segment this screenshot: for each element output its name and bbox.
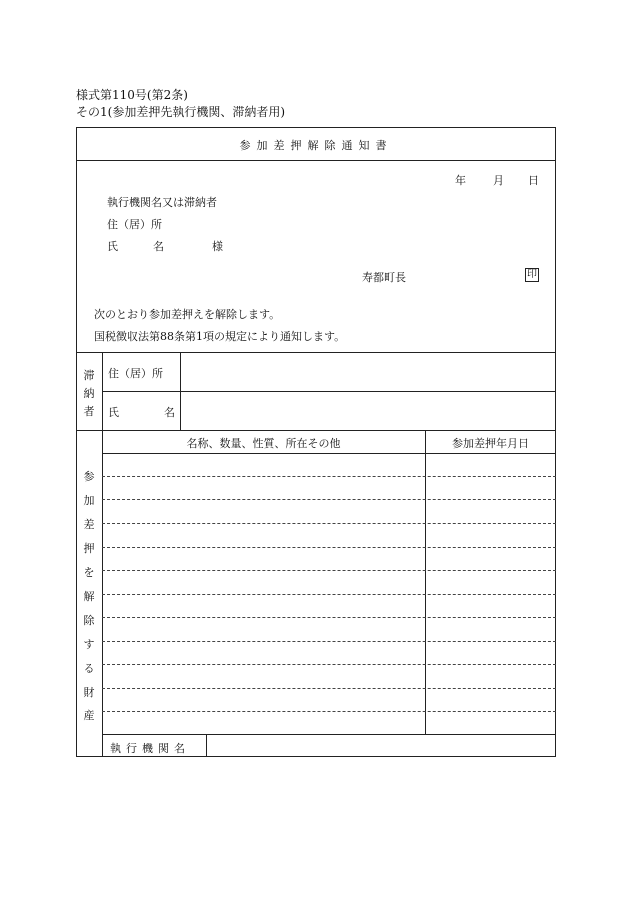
form-subtitle: その1(参加差押先執行機関、滞納者用) (76, 105, 285, 119)
notice-body-line-1: 次のとおり参加差押えを解除します。 (94, 308, 281, 321)
agency-field-divider (206, 734, 207, 757)
delinquent-name-label-1: 氏 (108, 406, 119, 419)
title-row-divider (76, 160, 556, 161)
delinquent-section-divider (76, 430, 556, 431)
property-description-header: 名称、数量、性質、所在その他 (186, 437, 341, 450)
seal-mark: 印 (527, 269, 537, 280)
notice-title: 参加差押解除通知書 (239, 139, 393, 152)
property-header-divider (102, 453, 556, 454)
property-row-line (102, 547, 556, 548)
delinquent-row-divider (102, 391, 556, 392)
property-row-line (102, 617, 556, 618)
agency-row-divider (102, 734, 556, 735)
property-row-line (102, 476, 556, 477)
property-label-char: 加 (83, 494, 95, 507)
delinquent-address-label: 住（居）所 (108, 367, 163, 380)
date-month-label: 月 (493, 174, 504, 187)
property-label-char: 解 (83, 590, 95, 603)
form-number: 様式第110号(第2条) (76, 88, 188, 102)
property-row-line (102, 688, 556, 689)
label-column-divider (102, 352, 103, 757)
property-label-char: 産 (83, 709, 95, 722)
recipient-name-label-2: 名 (153, 240, 164, 253)
property-row-line (102, 711, 556, 712)
date-day-label: 日 (528, 174, 539, 187)
recipient-name-label-1: 氏 (107, 240, 118, 253)
property-row-line (102, 594, 556, 595)
notice-section-divider (76, 352, 556, 353)
property-label-char: を (83, 566, 95, 579)
delinquent-label-char: 滞 (83, 369, 95, 382)
property-row-line (102, 664, 556, 665)
property-label-char: 差 (83, 518, 95, 531)
property-row-line (102, 523, 556, 524)
delinquent-label-char: 者 (83, 405, 95, 418)
property-row-line (102, 641, 556, 642)
property-label-char: 参 (83, 470, 95, 483)
delinquent-label-char: 納 (83, 387, 95, 400)
recipient-address-label: 住（居）所 (107, 218, 162, 231)
delinquent-field-divider (180, 352, 181, 430)
property-row-line (102, 499, 556, 500)
agency-label: 執行機関名 (110, 742, 190, 755)
property-label-char: る (83, 662, 95, 675)
property-date-header: 参加差押年月日 (452, 437, 529, 450)
issuer-name: 寿都町長 (362, 271, 406, 284)
property-label-char: 財 (83, 686, 95, 699)
date-year-label: 年 (455, 174, 466, 187)
property-row-line (102, 570, 556, 571)
property-label-char: す (83, 638, 95, 651)
notice-body-line-2: 国税徴収法第88条第1項の規定により通知します。 (94, 330, 346, 343)
delinquent-name-label-2: 名 (164, 406, 175, 419)
property-label-char: 除 (83, 614, 95, 627)
property-label-char: 押 (83, 542, 95, 555)
recipient-honorific: 様 (212, 240, 223, 253)
recipient-org-label: 執行機関名又は滞納者 (107, 196, 217, 209)
